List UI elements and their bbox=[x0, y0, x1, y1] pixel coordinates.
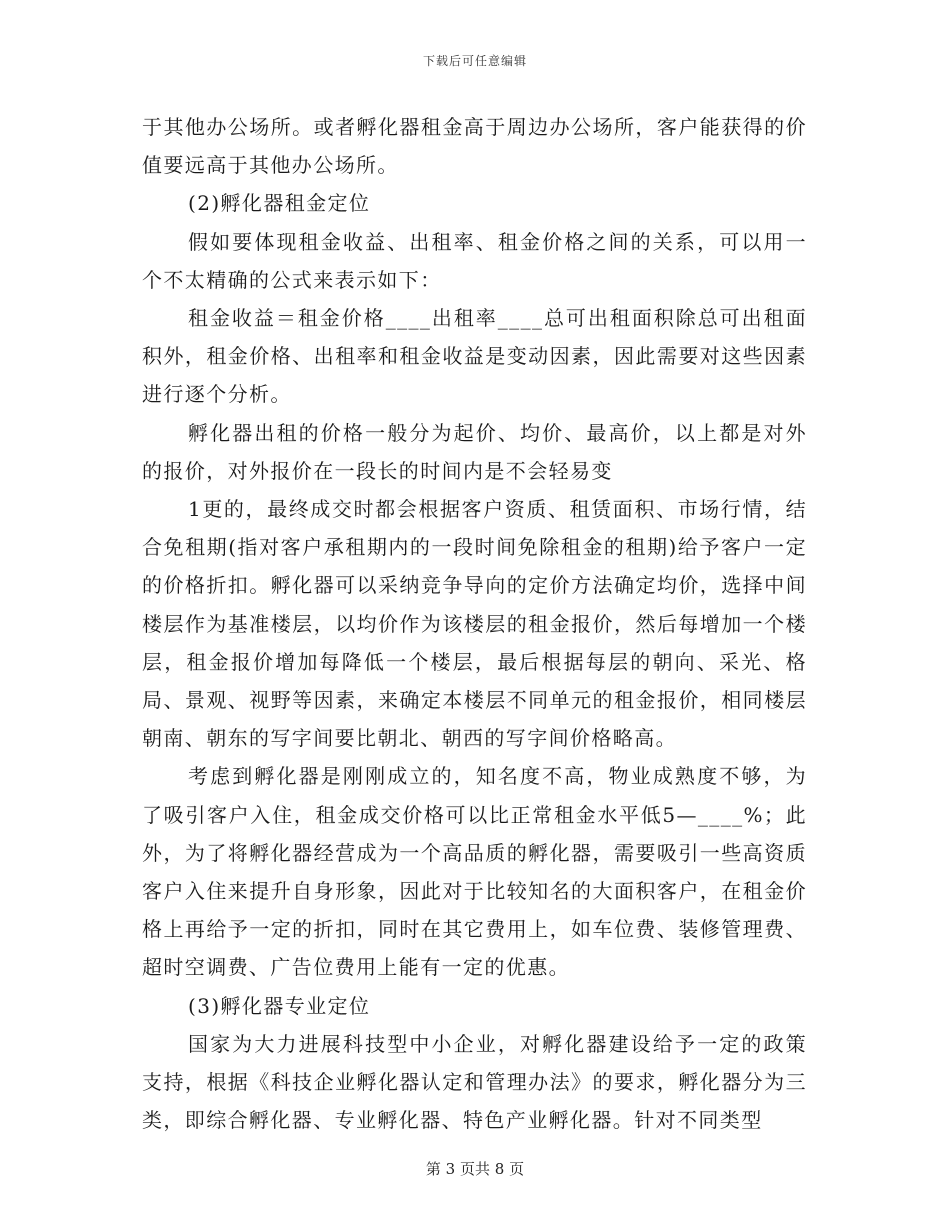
paragraph-discount: 1更的，最终成交时都会根据客户资质、租赁面积、市场行情，结合免租期(指对客户承租期内的一段时间免除租金的租期)给予客户一定的价格折扣。孵化器可以采纳竞争导向的定价方法确定均价，选择中间楼层作为基准楼层，以均价作为该楼层的租金报价，然后每增加一个楼层，租金报价增加每降低一个楼层，最后根据每层的朝向、采光、格局、景观、视野等因素，来确定本楼层不同单元的租金报价，相同楼层朝南、朝东的写字间要比朝北、朝西的写字间价格略高。 bbox=[142, 497, 807, 751]
paragraph-1: 于其他办公场所。或者孵化器租金高于周边办公场所，客户能获得的价值要远高于其他办公场所。 bbox=[142, 115, 807, 178]
paragraph-formula: 租金收益＝租金价格____出租率____总可出租面积除总可出租面积外，租金价格、出租率和租金收益是变动因素，因此需要对这些因素进行逐个分析。 bbox=[142, 306, 807, 407]
paragraph-new-incubator: 考虑到孵化器是刚刚成立的，知名度不高，物业成熟度不够，为了吸引客户入住，租金成交价格可以比正常租金水平低5—____%；此外，为了将孵化器经营成为一个高品质的孵化器，需要吸引一些高资质客户入住来提升自身形象，因此对于比较知名的大面积客户，在租金价格上再给予一定的折扣，同时在其它费用上，如车位费、装修管理费、超时空调费、广告位费用上能有一定的优惠。 bbox=[142, 764, 807, 980]
paragraph-pricing: 孵化器出租的价格一般分为起价、均价、最高价，以上都是对外的报价，对外报价在一段长的时间内是不会轻易变 bbox=[142, 420, 807, 483]
section-heading-rent-positioning: (2)孵化器租金定位 bbox=[188, 191, 371, 216]
paragraph-national-policy: 国家为大力进展科技型中小企业，对孵化器建设给予一定的政策支持，根据《科技企业孵化器认定和管理办法》的要求，孵化器分为三类，即综合孵化器、专业孵化器、特色产业孵化器。针对不同类型 bbox=[142, 1031, 807, 1133]
document-body bbox=[142, 108, 807, 1139]
section-heading-professional-positioning: (3)孵化器专业定位 bbox=[188, 993, 371, 1018]
paragraph-2: 假如要体现租金收益、出租率、租金价格之间的关系，可以用一个不太精确的公式来表示如下： bbox=[142, 229, 807, 292]
page-footer: 第 3 页共 8 页 bbox=[425, 1160, 525, 1178]
page-header: 下载后可任意编辑 bbox=[422, 54, 527, 68]
